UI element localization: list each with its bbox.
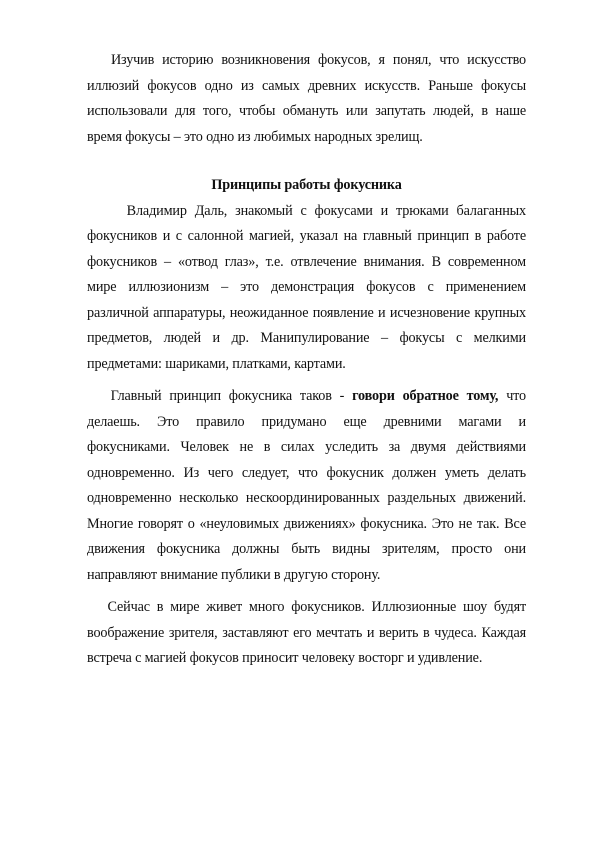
text-line: мире иллюзионизм – это демонстрация фокусов с применением — [87, 279, 526, 295]
text-run: что — [498, 388, 526, 404]
document-body — [87, 48, 526, 672]
text-line: воображение зрителя, заставляют его мечтать и верить в чудеса. Каждая — [87, 624, 526, 641]
text-line: использовали для того, чтобы обмануть или запутать людей, в наше — [87, 103, 526, 119]
text-line: время фокусы – это одно из любимых народных зрелищ. — [87, 128, 423, 145]
text-line: Сейчас в мире живет много фокусников. Иллюзионные шоу будят — [87, 599, 526, 615]
text-line: различной аппаратуры, неожиданное появление и исчезновение крупных — [87, 304, 526, 321]
text-line: фокусников – «отвод глаз», т.е. отвлечение внимания. В современном — [87, 253, 526, 270]
text-line: одновременно несколько нескоординированных раздельных движений. — [87, 490, 526, 506]
text-line: одновременно. Из чего следует, что фокусник должен уметь делать — [87, 464, 526, 481]
bold-phrase: говори обратное тому, — [352, 388, 499, 404]
spacer — [87, 150, 526, 173]
text-line: фокусников и с салонной магией, указал на главный принцип в работе — [87, 228, 526, 244]
text-line: делаешь. Это правило придумано еще древними магами и — [87, 413, 526, 430]
text-line: Многие говорят о «неуловимых движениях» фокусника. Это не так. Все — [87, 515, 526, 532]
text-line: встреча с магией фокусов приносит человеку восторг и удивление. — [87, 650, 483, 666]
spacer — [87, 588, 526, 595]
text-line: движения фокусника должны быть видны зрителям, просто они — [87, 541, 526, 557]
paragraph-today — [87, 595, 526, 672]
paragraph-principle — [87, 384, 526, 588]
text-line: Владимир Даль, знакомый с фокусами и трюками балаганных — [87, 202, 526, 219]
section-heading: Принципы работы фокусника — [211, 177, 402, 193]
text-run: Главный принцип фокусника таков - — [87, 388, 353, 404]
spacer — [87, 377, 526, 384]
text-line: иллюзий фокусов одно из самых древних искусств. Раньше фокусы — [87, 77, 526, 94]
text-line: предметами: шариками, платками, картами. — [87, 355, 346, 372]
paragraph-dal — [87, 199, 526, 378]
text-line: Изучив историю возникновения фокусов, я понял, что искусство — [87, 52, 526, 68]
text-line: фокусниками. Человек не в силах уследить за двумя действиями — [87, 439, 526, 455]
intro-paragraph — [87, 48, 526, 150]
text-line: направляют внимание публики в другую сторону. — [87, 566, 381, 583]
text-line: предметов, людей и др. Манипулирование – фокусы с мелкими — [87, 330, 526, 346]
text-line-mixed — [87, 384, 526, 410]
